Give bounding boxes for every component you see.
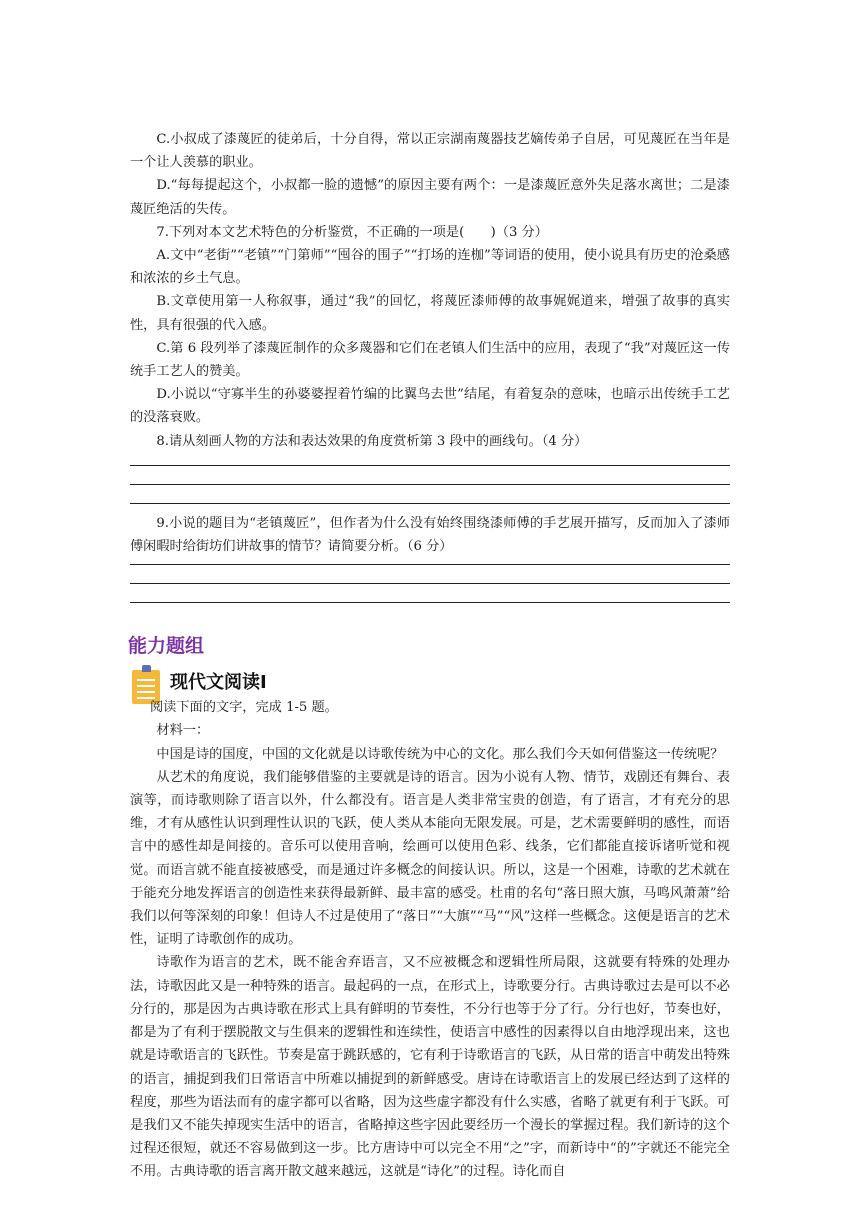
subsection-header [130,666,730,696]
question-8-stem: 8.请从刻画人物的方法和表达效果的角度赏析第 3 段中的画线句。（4 分） [156,433,588,449]
question-7-option-c: C.第 6 段列举了漆蔑匠制作的众多蔑器和它们在老镇人们生活中的应用，表现了“我”对蔑匠这一传统手工艺人的赞美。 [130,340,730,380]
question-7-option-b: B.文章使用第一人称叙事，通过“我”的回忆，将蔑匠漆师傅的故事娓娓道来，增强了故事的真实性，具有很强的代入感。 [130,294,730,333]
question-9-stem: 9.小说的题目为“老镇蔑匠”，但作者为什么没有始终围绕漆师傅的手艺展开描写，反而加入了漆师傅闲暇时给街坊们讲故事的情节？请简要分析。（6 分） [130,515,730,555]
document-page [130,128,730,1184]
answer-lines-q9 [130,564,730,603]
question-7-option-a: A.文中“老街”“老镇”“门第师”“囤谷的围子”“打场的连枷”等词语的使用，使小说具有历史的沧桑感和浓浓的乡土气息。 [130,248,730,287]
question-7-option-d: D.小说以“守寡半生的孙婆婆捏着竹编的比翼鸟去世”结尾，有着复杂的意味，也暗示出传统手工艺的没落衰败。 [130,387,730,426]
answer-line [130,484,730,485]
reading-paragraph-2: 从艺术的角度说，我们能够借鉴的主要就是诗的语言。因为小说有人物、情节，戏剧还有舞台、表演等，而诗歌则除了语言以外，什么都没有。语言是人类非常宝贵的创造，有了语言，才有充分的思维，才有从感性认识到理性认识的飞跃，使人类从本能向无限发展。可是，艺术需要鲜明的感性，而语言中的感性却是间接的。音乐可以使用音响，绘画可以使用色彩、线条，它们都能直接诉诸听觉和视觉。而语言就不能直接被感受，而是通过许多概念的间接认识。所以，这是一个困难，诗歌的艺术就在于能充分地发挥语言的创造性来获得最新鲜、最丰富的感受。杜甫的名句“落日照大旗，马鸣风萧萧”给我们以何等深刻的印象！但诗人不过是使用了“落日”“大旗”“马”“风”这样一些概念。这便是语言的艺术性，证明了诗歌创作的成功。 [130,769,730,948]
question-7-stem: 7.下列对本文艺术特色的分析鉴赏，不正确的一项是( )（3 分） [156,224,548,240]
reading-paragraph-3: 诗歌作为语言的艺术，既不能舍弃语言，又不应被概念和逻辑性所局限，这就要有特殊的处理办法，诗歌因此又是一种特殊的语言。最起码的一点，在形式上，诗歌要分行。古典诗歌过去是可以不必分行的，那是因为古典诗歌在形式上具有鲜明的节奏性，不分行也等于分了行。分行也好，节奏也好，都是为了有利于摆脱散文与生俱来的逻辑性和连续性，使语言中感性的因素得以自由地浮现出来，这也就是诗歌语言的飞跃性。节奏是富于跳跃感的，它有利于诗歌语言的飞跃，从日常的语言中萌发出特殊的语言，捕捉到我们日常语言中所难以捕捉到的新鲜感受。唐诗在诗歌语言上的发展已经达到了这样的程度，那些为语法而有的虚字都可以省略，因为这些虚字都没有什么实感，省略了就更有利于飞跃。可是我们又不能失掉现实生活中的语言，省略掉这些字因此要经历一个漫长的掌握过程。我们新诗的这个过程还很短，就还不容易做到这一步。比方唐诗中可以完全不用“之”字，而新诗中“的”字就还不能完全不用。古典诗歌的语言离开散文越来越远，这就是“诗化”的过程。诗化而自 [130,955,730,1180]
answer-lines-q8 [130,465,730,504]
question-6-option-d: D.“每每提起这个，小叔都一脸的遗憾”的原因主要有两个：一是漆蔑匠意外失足落水离世；二是漆蔑匠绝活的失传。 [130,178,730,217]
answer-line [130,503,730,504]
answer-line [130,564,730,565]
section-title: 能力题组 [128,635,205,658]
question-6-option-c: C.小叔成了漆蔑匠的徒弟后，十分自得，常以正宗湖南蔑器技艺嫡传弟子自居，可见蔑匠在当年是一个让人羡慕的职业。 [130,132,730,171]
answer-line [130,602,730,603]
answer-line [130,465,730,466]
material-label: 材料一： [156,723,210,739]
reading-instructions: 阅读下面的文字，完成 1-5 题。 [150,700,338,716]
reading-paragraph-1: 中国是诗的国度，中国的文化就是以诗歌传统为中心的文化。那么我们今天如何借鉴这一传统呢？ [156,746,724,762]
subsection-title: 现代文阅读Ⅰ [170,672,267,694]
answer-line [130,583,730,584]
